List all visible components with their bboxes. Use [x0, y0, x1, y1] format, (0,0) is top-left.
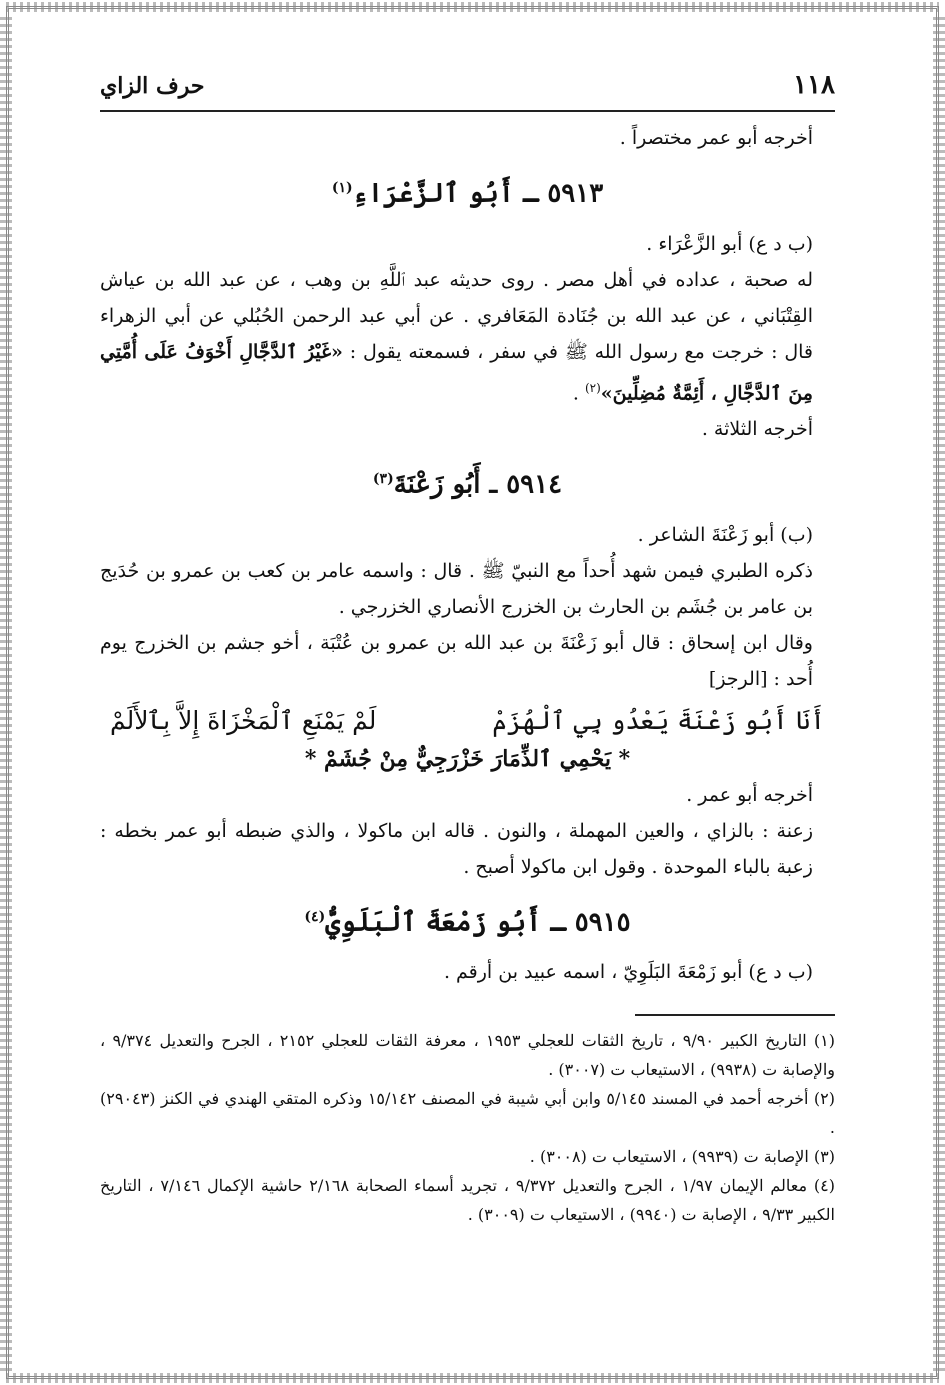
footnote-4: (٤) معالم الإيمان ١/٩٧ ، الجرح والتعديل ٩/٣٧٢ ، تجريد أسماء الصحابة ٢/١٦٨ حاشية الإكمال ٧/١٤٦ ، التاريخ الكبير ٩/٣٣ ، الإصابة ت (٩٩٤٠) ، الاستيعاب ت (٣٠٠٩) .	[100, 1176, 836, 1225]
footnote-separator	[635, 1014, 835, 1016]
page-content	[100, 70, 835, 1229]
entry-sigla: (ب) أبو زَعْنَةَ الشاعر .	[637, 523, 813, 546]
entry-heading-5914	[100, 457, 835, 507]
page-number: ١١٨	[793, 70, 835, 100]
entry-sigla: (ب د ع) أبو الزَّعْرَاء .	[646, 232, 813, 255]
entry-text: ذكره الطبري فيمن شهد أُحداً مع النبيّ ﷺ . قال : واسمه عامر بن كعب بن عمرو بن حُدَيج بن عامر بن جُشَم بن الحارث بن الخزرج الأنصاري الخزرجي .	[100, 559, 813, 618]
entry-heading-5915	[100, 895, 835, 945]
footnote-2: (٢) أخرجه أحمد في المسند ٥/١٤٥ وابن أبي شيبة في المصنف ١٥/١٤٢ وذكره المتقي الهندي في الكنز (٢٩٠٤٣) .	[100, 1089, 836, 1138]
entry-note: زعنة : بالزاي ، والعين المهملة ، والنون . قاله ابن ماكولا ، والذي ضبطه أبو عمر بخطه : زعبة بالباء الموحدة . وقول ابن ماكولا أصبح .	[100, 819, 813, 878]
entry-heading-text: ٥٩١٥ ـ أَبُو زَمْعَةَ ٱلْبَلَوِيُّ	[325, 907, 631, 938]
entry-text: وقال ابن إسحاق : قال أبو زَعْنَةَ بن عبد الله بن عمرو بن عُتْبَة ، أخو جشم بن الخزرج يوم أُحد : [الرجز]	[100, 631, 813, 690]
entry-sigla: (ب د ع) أبو زَمْعَةَ البَلَوِيّ ، اسمه عبيد بن أرقم .	[443, 961, 813, 984]
entry-text	[100, 262, 835, 411]
footnote-marker: (٣)	[372, 470, 394, 487]
entry-outro: أخرجه الثلاثة .	[701, 417, 813, 440]
intro-paragraph: أخرجه أبو عمر مختصراً .	[619, 127, 813, 149]
footnote-marker: (١)	[331, 180, 353, 196]
entry-outro: أخرجه أبو عمر .	[686, 783, 813, 806]
entry-heading-text: ٥٩١٤ ـ أَبُو زَعْنَةَ	[393, 469, 563, 500]
footnote-3: (٣) الإصابة ت (٩٩٣٩) ، الاستيعاب ت (٣٠٠٨) .	[529, 1147, 835, 1167]
page-header	[100, 70, 835, 112]
verse-second-hemistich: لَمْ يَمْنَعِ ٱلْمَخْزَاةَ إِلاَّ بِٱلأَلَمْ	[110, 705, 377, 735]
hadith-quote: «غَيْرُ ٱلدَّجَّالِ أَخْوَفُ عَلَى أُمَّتِي مِنَ ٱلدَّجَّالِ ، أَئِمَّةٌ مُضِلِّينَ»	[100, 340, 813, 404]
entry-heading-text: ٥٩١٣ ـ أَبُو ٱلزَّعْرَاءِ	[352, 178, 604, 209]
running-title: حرف الزاي	[100, 73, 205, 99]
footnote-1: (١) التاريخ الكبير ٩/٩٠ ، تاريخ الثقات للعجلي ١٩٥٣ ، معرفة الثقات للعجلي ٢١٥٢ ، الجرح والتعديل ٩/٣٧٤ ، والإصابة ت (٩٩٣٨) ، الاستيعاب ت (٣٠٠٧) .	[100, 1031, 836, 1080]
punctuation: .	[572, 381, 585, 404]
footnote-marker: (٤)	[304, 908, 326, 925]
entry-text-body: له صحبة ، عداده في أهل مصر . روى حديثه عبد ٱللَّهِ بن وهب ، عن عبد الله بن عياش القِتْبَاني ، عن عبد الله بن جُنَادة المَعَافري . عن أبي عبد الرحمن الحُبُلي عن أبي الزهراء قال : خرجت مع رسول الله ﷺ في سفر ، فسمعته يقول :	[100, 268, 813, 363]
footnote-marker: (٢)	[584, 380, 601, 395]
entry-heading-5913	[100, 166, 835, 216]
poem-verse	[100, 701, 835, 741]
verse-first-hemistich: أَنَا أَبُو زَعْنَةَ يَعْدُو بِي ٱلْهُزَمْ	[492, 705, 825, 735]
poem-verse-single: * يَحْمِي ٱلذِّمَارَ خَزْرَجِيٌّ مِنْ جُشَمْ *	[304, 745, 631, 772]
